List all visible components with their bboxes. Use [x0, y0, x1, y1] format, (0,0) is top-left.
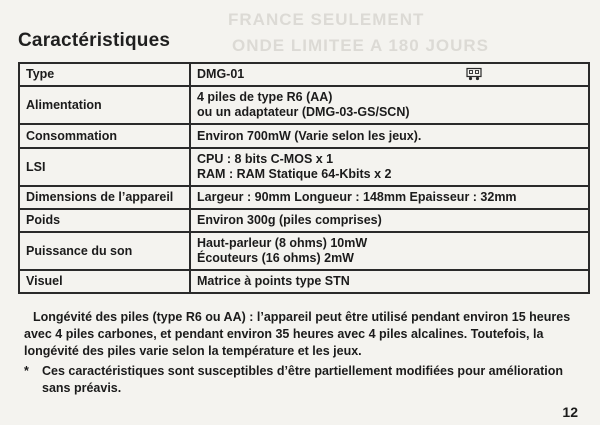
value-line: 4 piles de type R6 (AA)	[197, 90, 333, 104]
value-line: DMG-01	[197, 67, 245, 81]
row-label-consumption: Consommation	[19, 124, 190, 148]
value-line: Haut-parleur (8 ohms) 10mW	[197, 236, 368, 250]
notes-section	[24, 309, 584, 397]
row-value-consumption	[190, 124, 589, 148]
row-label-type: Type	[19, 63, 190, 86]
row-label-weight: Poids	[19, 209, 190, 232]
table-row	[19, 270, 589, 293]
row-label-sound: Puissance du son	[19, 232, 190, 270]
row-value-weight	[190, 209, 589, 232]
table-row	[19, 63, 589, 86]
row-value-type	[190, 63, 589, 86]
value-line: RAM : RAM Statique 64-Kbits x 2	[197, 167, 392, 181]
bleed-through-text-1: FRANCE SEULEMENT	[228, 10, 425, 29]
page-title: Caractéristiques	[18, 30, 171, 51]
table-row	[19, 186, 589, 209]
row-value-sound	[190, 232, 589, 270]
row-value-dimensions	[190, 186, 589, 209]
row-value-power	[190, 86, 589, 124]
table-row	[19, 86, 589, 124]
row-label-display: Visuel	[19, 270, 190, 293]
value-line: Environ 700mW (Varie selon les jeux).	[197, 128, 422, 143]
table-row	[19, 148, 589, 186]
specifications-table	[18, 62, 590, 294]
value-line: Largeur : 90mm Longueur : 148mm Epaisseur : 32mm	[197, 190, 517, 204]
value-line: Écouteurs (16 ohms) 2mW	[197, 251, 354, 265]
value-line: ou un adaptateur (DMG-03-GS/SCN)	[197, 105, 410, 119]
value-line: Environ 300g (piles comprises)	[197, 213, 382, 227]
row-value-display	[190, 270, 589, 293]
table-row	[19, 209, 589, 232]
battery-life-note: Longévité des piles (type R6 ou AA) : l’appareil peut être utilisé pendant environ 15 heures avec 4 piles carbones, et pendant environ 35 heures avec 4 piles alcalines. Toutefois, la longévité des piles varie selon la température et les jeux.	[24, 310, 571, 358]
row-label-power: Alimentation	[19, 86, 190, 124]
table-row	[19, 124, 589, 148]
bleed-through-text-2: ONDE LIMITEE A 180 JOURS	[232, 36, 490, 55]
row-label-lsi: LSI	[19, 148, 190, 186]
row-value-lsi	[190, 148, 589, 186]
value-line: Matrice à points type STN	[197, 274, 350, 288]
value-line: CPU : 8 bits C-MOS x 1	[197, 152, 334, 166]
railway-car-icon	[466, 67, 482, 81]
asterisk-mark: *	[24, 364, 29, 378]
table-row	[19, 232, 589, 270]
disclaimer-text: Ces caractéristiques sont susceptibles d’être partiellement modifiées pour amélioration sans préavis.	[42, 364, 563, 395]
row-label-dimensions: Dimensions de l’appareil	[19, 186, 190, 209]
disclaimer-note	[24, 363, 584, 397]
page-number: 12	[562, 404, 578, 420]
